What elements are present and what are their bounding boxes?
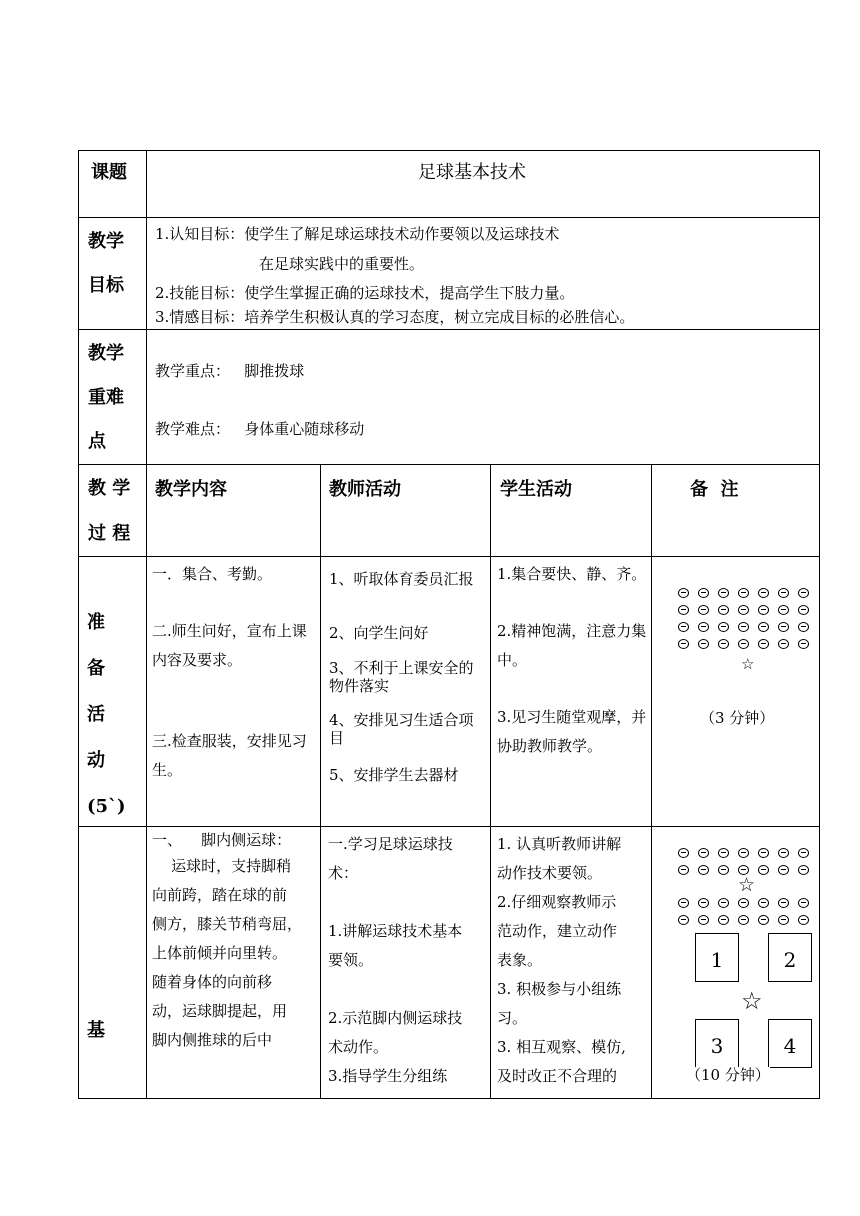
- student-face-icon: [718, 898, 729, 908]
- column-header-teacher: 教师活动: [329, 479, 401, 500]
- basic-teacher-line: 术：: [328, 864, 359, 882]
- difficulty-point: 教学难点： 身体重心随球移动: [155, 420, 365, 438]
- group-box-2: 2: [768, 933, 812, 982]
- student-face-icon: [718, 622, 729, 632]
- prep-content-2: 二.师生问好，宣布上课内容及要求。: [152, 622, 307, 669]
- student-face-icon: [698, 605, 709, 615]
- student-face-icon: [738, 915, 749, 925]
- student-face-icon: [798, 848, 809, 858]
- student-face-icon: [678, 605, 689, 615]
- student-face-icon: [778, 848, 789, 858]
- table-border-left: [78, 150, 79, 1099]
- student-face-icon: [798, 865, 809, 875]
- prep-teacher-5: 5、安排学生去器材: [329, 766, 459, 784]
- title-label: 课题: [91, 162, 127, 183]
- basic-teacher-line: 3.指导学生分组练: [328, 1067, 448, 1085]
- label-column-divider: [146, 150, 147, 1099]
- prep-time-note: （3 分钟）: [700, 709, 775, 727]
- basic-student-line: 2.仔细观察教师示: [497, 893, 617, 911]
- group-box-4: 4: [768, 1019, 812, 1068]
- student-face-icon: [678, 588, 689, 598]
- student-face-icon: [738, 588, 749, 598]
- table-border-bottom: [78, 1098, 820, 1099]
- keypoints-label-2: 重难: [88, 387, 124, 408]
- table-border-top: [78, 150, 820, 151]
- student-face-icon: [778, 639, 789, 649]
- student-face-icon: [718, 605, 729, 615]
- basic-content-line: 向前跨，踏在球的前: [152, 886, 288, 904]
- basic-content-line: 脚内侧推球的后中: [152, 1031, 273, 1049]
- student-face-icon: [778, 588, 789, 598]
- prep-content-1: 一．集合、考勤。: [152, 565, 273, 583]
- basic-teacher-line: [328, 888, 488, 917]
- student-face-icon: [698, 865, 709, 875]
- student-face-icon: [798, 915, 809, 925]
- basic-teacher-line: 要领。: [328, 951, 374, 969]
- key-point: 教学重点： 脚推拨球: [155, 362, 305, 380]
- objective-line-1: 1.认知目标：使学生了解足球运球技术动作要领以及运球技术: [155, 225, 560, 243]
- objective-line-4: 3.情感目标：培养学生积极认真的学习态度，树立完成目标的必胜信心。: [155, 308, 635, 326]
- student-face-icon: [678, 915, 689, 925]
- row-divider-4: [78, 556, 820, 557]
- basic-teacher-line: 一.学习足球运球技: [328, 835, 453, 853]
- student-face-icon: [718, 865, 729, 875]
- student-face-icon: [698, 848, 709, 858]
- student-face-icon: [758, 848, 769, 858]
- student-face-icon: [698, 622, 709, 632]
- prep-teacher-1: 1、听取体育委员汇报: [329, 570, 474, 588]
- basic-content-line: 侧方，膝关节稍弯屈，: [152, 915, 303, 933]
- student-face-icon: [758, 588, 769, 598]
- column-header-content: 教学内容: [155, 479, 227, 500]
- student-face-icon: [738, 898, 749, 908]
- student-face-icon: [798, 622, 809, 632]
- basic-teacher-line: 术动作。: [328, 1038, 389, 1056]
- basic-student-line: 1. 认真听教师讲解: [497, 835, 622, 853]
- prep-label-5: (5`): [87, 796, 126, 817]
- column-divider-teacher: [320, 464, 321, 1099]
- student-face-icon: [798, 639, 809, 649]
- basic-student-line: 及时改正不合理的: [497, 1067, 618, 1085]
- prep-teacher-2: 2、向学生问好: [329, 624, 429, 642]
- student-face-icon: [758, 915, 769, 925]
- lesson-title: 足球基本技术: [418, 162, 526, 183]
- basic-student: [497, 830, 649, 1091]
- student-face-icon: [698, 915, 709, 925]
- student-face-icon: [718, 639, 729, 649]
- column-header-student: 学生活动: [500, 479, 572, 500]
- basic-teacher-star-1: ☆: [738, 874, 756, 896]
- basic-formation-bottom: [678, 898, 818, 922]
- student-face-icon: [798, 898, 809, 908]
- student-face-icon: [678, 639, 689, 649]
- basic-content-line: 上体前倾并向里转。: [152, 944, 288, 962]
- prep-teacher-star: ☆: [741, 655, 755, 673]
- basic-teacher-line: 2.示范脚内侧运球技: [328, 1009, 463, 1027]
- student-face-icon: [798, 588, 809, 598]
- basic-teacher: [328, 830, 488, 1091]
- student-face-icon: [678, 848, 689, 858]
- prep-student-2: 2.精神饱满，注意力集中。: [497, 622, 647, 669]
- student-face-icon: [738, 605, 749, 615]
- basic-teacher-line: [328, 975, 488, 1004]
- basic-content: [152, 828, 318, 1055]
- prep-teacher-3: 3、不利于上课安全的物件落实: [329, 659, 474, 695]
- student-face-icon: [778, 898, 789, 908]
- basic-label: 基: [87, 1020, 105, 1041]
- column-header-notes: 备 注: [690, 479, 739, 500]
- row-divider-5: [78, 826, 820, 827]
- basic-formation-top: [678, 848, 818, 872]
- basic-student-line: 范动作，建立动作: [497, 922, 618, 940]
- prep-teacher-4: 4、安排见习生适合项目: [329, 711, 474, 747]
- student-face-icon: [698, 588, 709, 598]
- prep-student-3: 3.见习生随堂观摩，并协助教师教学。: [497, 708, 647, 755]
- prep-content-3: 三.检查服装，安排见习生。: [152, 732, 307, 779]
- column-divider-notes: [651, 464, 652, 1099]
- group-box-1: 1: [695, 933, 739, 982]
- table-border-right: [819, 150, 820, 1099]
- basic-student-line: 3. 积极参与小组练: [497, 980, 622, 998]
- objective-line-2: 在足球实践中的重要性。: [259, 255, 425, 273]
- student-face-icon: [758, 639, 769, 649]
- basic-student-line: 表象。: [497, 951, 543, 969]
- student-face-icon: [678, 865, 689, 875]
- prep-label-4: 动: [87, 750, 105, 771]
- student-face-icon: [698, 898, 709, 908]
- row-divider-1: [78, 217, 820, 218]
- basic-teacher-line: 1.讲解运球技术基本: [328, 922, 463, 940]
- row-divider-2: [78, 329, 820, 330]
- student-face-icon: [738, 848, 749, 858]
- objectives-label-2: 目标: [88, 275, 124, 296]
- basic-student-line: 习。: [497, 1009, 528, 1027]
- column-divider-student: [490, 464, 491, 1099]
- basic-content-line: 随着身体的向前移: [152, 973, 273, 991]
- student-face-icon: [758, 898, 769, 908]
- basic-content-line: 一、 脚内侧运球：: [152, 831, 292, 849]
- student-face-icon: [778, 865, 789, 875]
- basic-time-note: （10 分钟）: [686, 1066, 770, 1084]
- keypoints-label-3: 点: [88, 431, 106, 452]
- objectives-label-1: 教学: [88, 231, 124, 252]
- student-face-icon: [778, 622, 789, 632]
- process-label-2: 过 程: [88, 523, 131, 544]
- basic-content-line: 动，运球脚提起，用: [152, 1002, 288, 1020]
- prep-formation-diagram: [678, 588, 818, 648]
- prep-label-1: 准: [87, 612, 105, 633]
- student-face-icon: [758, 622, 769, 632]
- basic-teacher-star-2: ☆: [741, 987, 763, 1015]
- student-face-icon: [738, 639, 749, 649]
- student-face-icon: [758, 865, 769, 875]
- row-divider-3: [78, 464, 820, 465]
- student-face-icon: [718, 588, 729, 598]
- objective-line-3: 2.技能目标：使学生掌握正确的运球技术，提高学生下肢力量。: [155, 284, 575, 302]
- student-face-icon: [778, 605, 789, 615]
- basic-content-line: 运球时，支持脚稍: [152, 857, 292, 875]
- student-face-icon: [718, 915, 729, 925]
- student-face-icon: [678, 622, 689, 632]
- prep-label-3: 活: [87, 704, 105, 725]
- keypoints-label-1: 教学: [88, 343, 124, 364]
- student-face-icon: [758, 605, 769, 615]
- student-face-icon: [718, 848, 729, 858]
- student-face-icon: [738, 622, 749, 632]
- basic-student-line: 动作技术要领。: [497, 864, 603, 882]
- student-face-icon: [798, 605, 809, 615]
- process-label-1: 教 学: [88, 478, 131, 499]
- student-face-icon: [698, 639, 709, 649]
- prep-student-1: 1.集合要快、静、齐。: [497, 565, 647, 583]
- prep-label-2: 备: [87, 658, 105, 679]
- basic-student-line: 3. 相互观察、模仿,: [497, 1038, 626, 1056]
- student-face-icon: [778, 915, 789, 925]
- group-box-3: 3: [695, 1019, 739, 1068]
- student-face-icon: [678, 898, 689, 908]
